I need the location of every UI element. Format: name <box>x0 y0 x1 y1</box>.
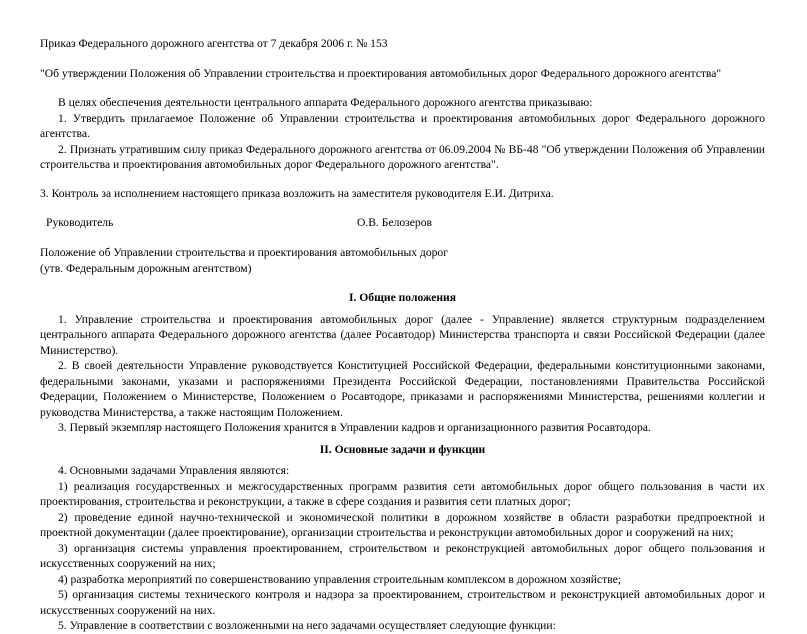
signature-position: Руководитель <box>46 216 114 229</box>
signature-block <box>40 215 765 231</box>
section-1-paragraph-3: 3. Первый экземпляр настоящего Положения хранится в Управлении кадров и организационного развития Росавтодора. <box>58 421 651 434</box>
section-1-paragraph-2: 2. В своей деятельности Управление руководствуется Конституцией Российской Федерации, федеральными конституционными законами, федеральными законами, указами и распоряжениями Президента Российской Федерации, постановлениями Правительства Российской Федерации, Положением о Министерстве, Положением о Росавтодоре, приказами и распоряжениями Министерства, решениями коллегии и руководства Министерства, а также настоящим Положением. <box>40 359 765 419</box>
order-item-2: 2. Признать утратившим силу приказ Федерального дорожного агентства от 06.09.2004 № ВБ-48 "Об утверждении Положения об Управлении строительства и проектирования автомобильных дорог Федерального дорожного агентства". <box>40 142 765 171</box>
signature-name: О.В. Белозеров <box>357 216 432 229</box>
section-1-paragraph-1: 1. Управление строительства и проектирования автомобильных дорог (далее - Управление) является структурным подразделением центрального аппарата Федерального дорожного агентства (далее Росавтодор) Министерства транспорта и связи Российской Федерации (далее Министерство). <box>40 312 765 357</box>
section-2-task-1: 1) реализация государственных и межгосударственных программ развития сети автомобильных дорог общего пользования в части их проектирования, строительства и реконструкции, а также в сфере создания и развития сети платных дорог; <box>40 479 765 508</box>
order-item-1: 1. Утвердить прилагаемое Положение об Управлении строительства и проектирования автомобильных дорог Федерального дорожного агентства. <box>40 111 765 140</box>
section-2-task-3: 3) организация системы управления проектированием, строительством и реконструкцией автомобильных дорог общего пользования и искусственных сооружений на них; <box>40 541 765 570</box>
section-2-task-5: 5) организация системы технического контроля и надзора за проектированием, строительством и реконструкцией автомобильных дорог и искусственных сооружений на них. <box>40 588 765 617</box>
regulation-approved: (утв. Федеральным дорожным агентством) <box>40 261 252 275</box>
order-preamble: В целях обеспечения деятельности центрального аппарата Федерального дорожного агентства приказываю: <box>58 96 593 109</box>
order-subject: "Об утверждении Положения об Управлении строительства и проектирования автомобильных дорог Федерального дорожного агентства" <box>40 66 722 80</box>
section-1-heading: I. Общие положения <box>348 291 456 304</box>
section-2-paragraph-5: 5. Управление в соответствии с возложенными на него задачами осуществляет следующие функции: <box>58 619 556 632</box>
order-item-3: 3. Контроль за исполнением настоящего приказа возложить на заместителя руководителя Е.И. Дитриха. <box>40 186 554 200</box>
section-2-task-4: 4) разработка мероприятий по совершенствованию управления строительным комплексом в дорожном хозяйстве; <box>58 572 621 586</box>
section-2-heading: II. Основные задачи и функции <box>319 442 486 456</box>
section-2-paragraph-4: 4. Основными задачами Управления являются: <box>58 464 290 477</box>
section-2-task-2: 2) проведение единой научно-технической и экономической политики в дорожном хозяйстве в области разработки предпроектной и проектной документации (далее проектирование), организации строительства и реконструкции автомобильных дорог и сооружений на них; <box>40 510 765 539</box>
regulation-title: Положение об Управлении строительства и проектирования автомобильных дорог <box>40 246 448 259</box>
order-title: Приказ Федерального дорожного агентства от 7 декабря 2006 г. № 153 <box>40 37 388 50</box>
